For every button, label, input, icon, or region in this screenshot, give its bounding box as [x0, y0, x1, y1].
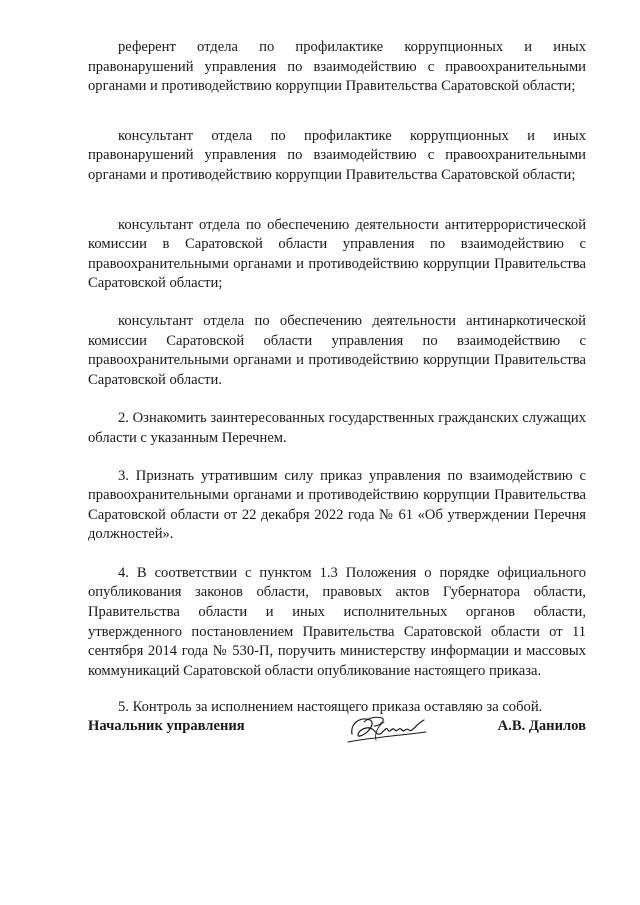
paragraph-referent-prevention: референт отдела по профилактике коррупционных и иных правонарушений управления по взаимодействию с правоохранительными органами и противодействию коррупции Правительства Саратовской области;	[88, 39, 586, 95]
signatory-name: А.В. Данилов	[497, 718, 586, 734]
paragraph-item-3: 3. Признать утратившим силу приказ управления по взаимодействию с правоохранительными органами и противодействию коррупции Правительства Саратовской области от 22 декабря 2022 года № 61 «Об утверждении Перечня должностей».	[88, 467, 586, 543]
document-body	[88, 38, 586, 718]
paragraph-consultant-antidrug: консультант отдела по обеспечению деятельности антинаркотической комиссии Саратовской области управления по взаимодействию с правоохранительными органами и противодействию коррупции Правительства Саратовской области.	[88, 312, 586, 388]
paragraph-item-4: 4. В соответствии с пунктом 1.3 Положения о порядке официального опубликования законов области, правовых актов Губернатора области, Правительства области и иных исполнительных органов области, утвержденного постановлением Правительства Саратовской области от 11 сентября 2014 года № 530-П, поручить министерству информации и массовых коммуникаций Саратовской области опубликование настоящего приказа.	[88, 564, 586, 679]
paragraph-consultant-prevention: консультант отдела по профилактике коррупционных и иных правонарушений управления по взаимодействию с правоохранительными органами и противодействию коррупции Правительства Саратовской области;	[88, 127, 586, 183]
paragraph-consultant-antiterror: консультант отдела по обеспечению деятельности антитеррористической комиссии в Саратовской области управления по взаимодействию с правоохранительными органами и противодействию коррупции Правительства Саратовской области;	[88, 216, 586, 292]
handwritten-signature	[346, 712, 430, 746]
paragraph-item-2: 2. Ознакомить заинтересованных государственных гражданских служащих области с указанным Перечнем.	[88, 410, 586, 446]
signatory-title: Начальник управления	[88, 718, 245, 734]
paragraph-item-5: 5. Контроль за исполнением настоящего приказа оставляю за собой.	[118, 699, 543, 716]
signature-block	[88, 712, 586, 752]
